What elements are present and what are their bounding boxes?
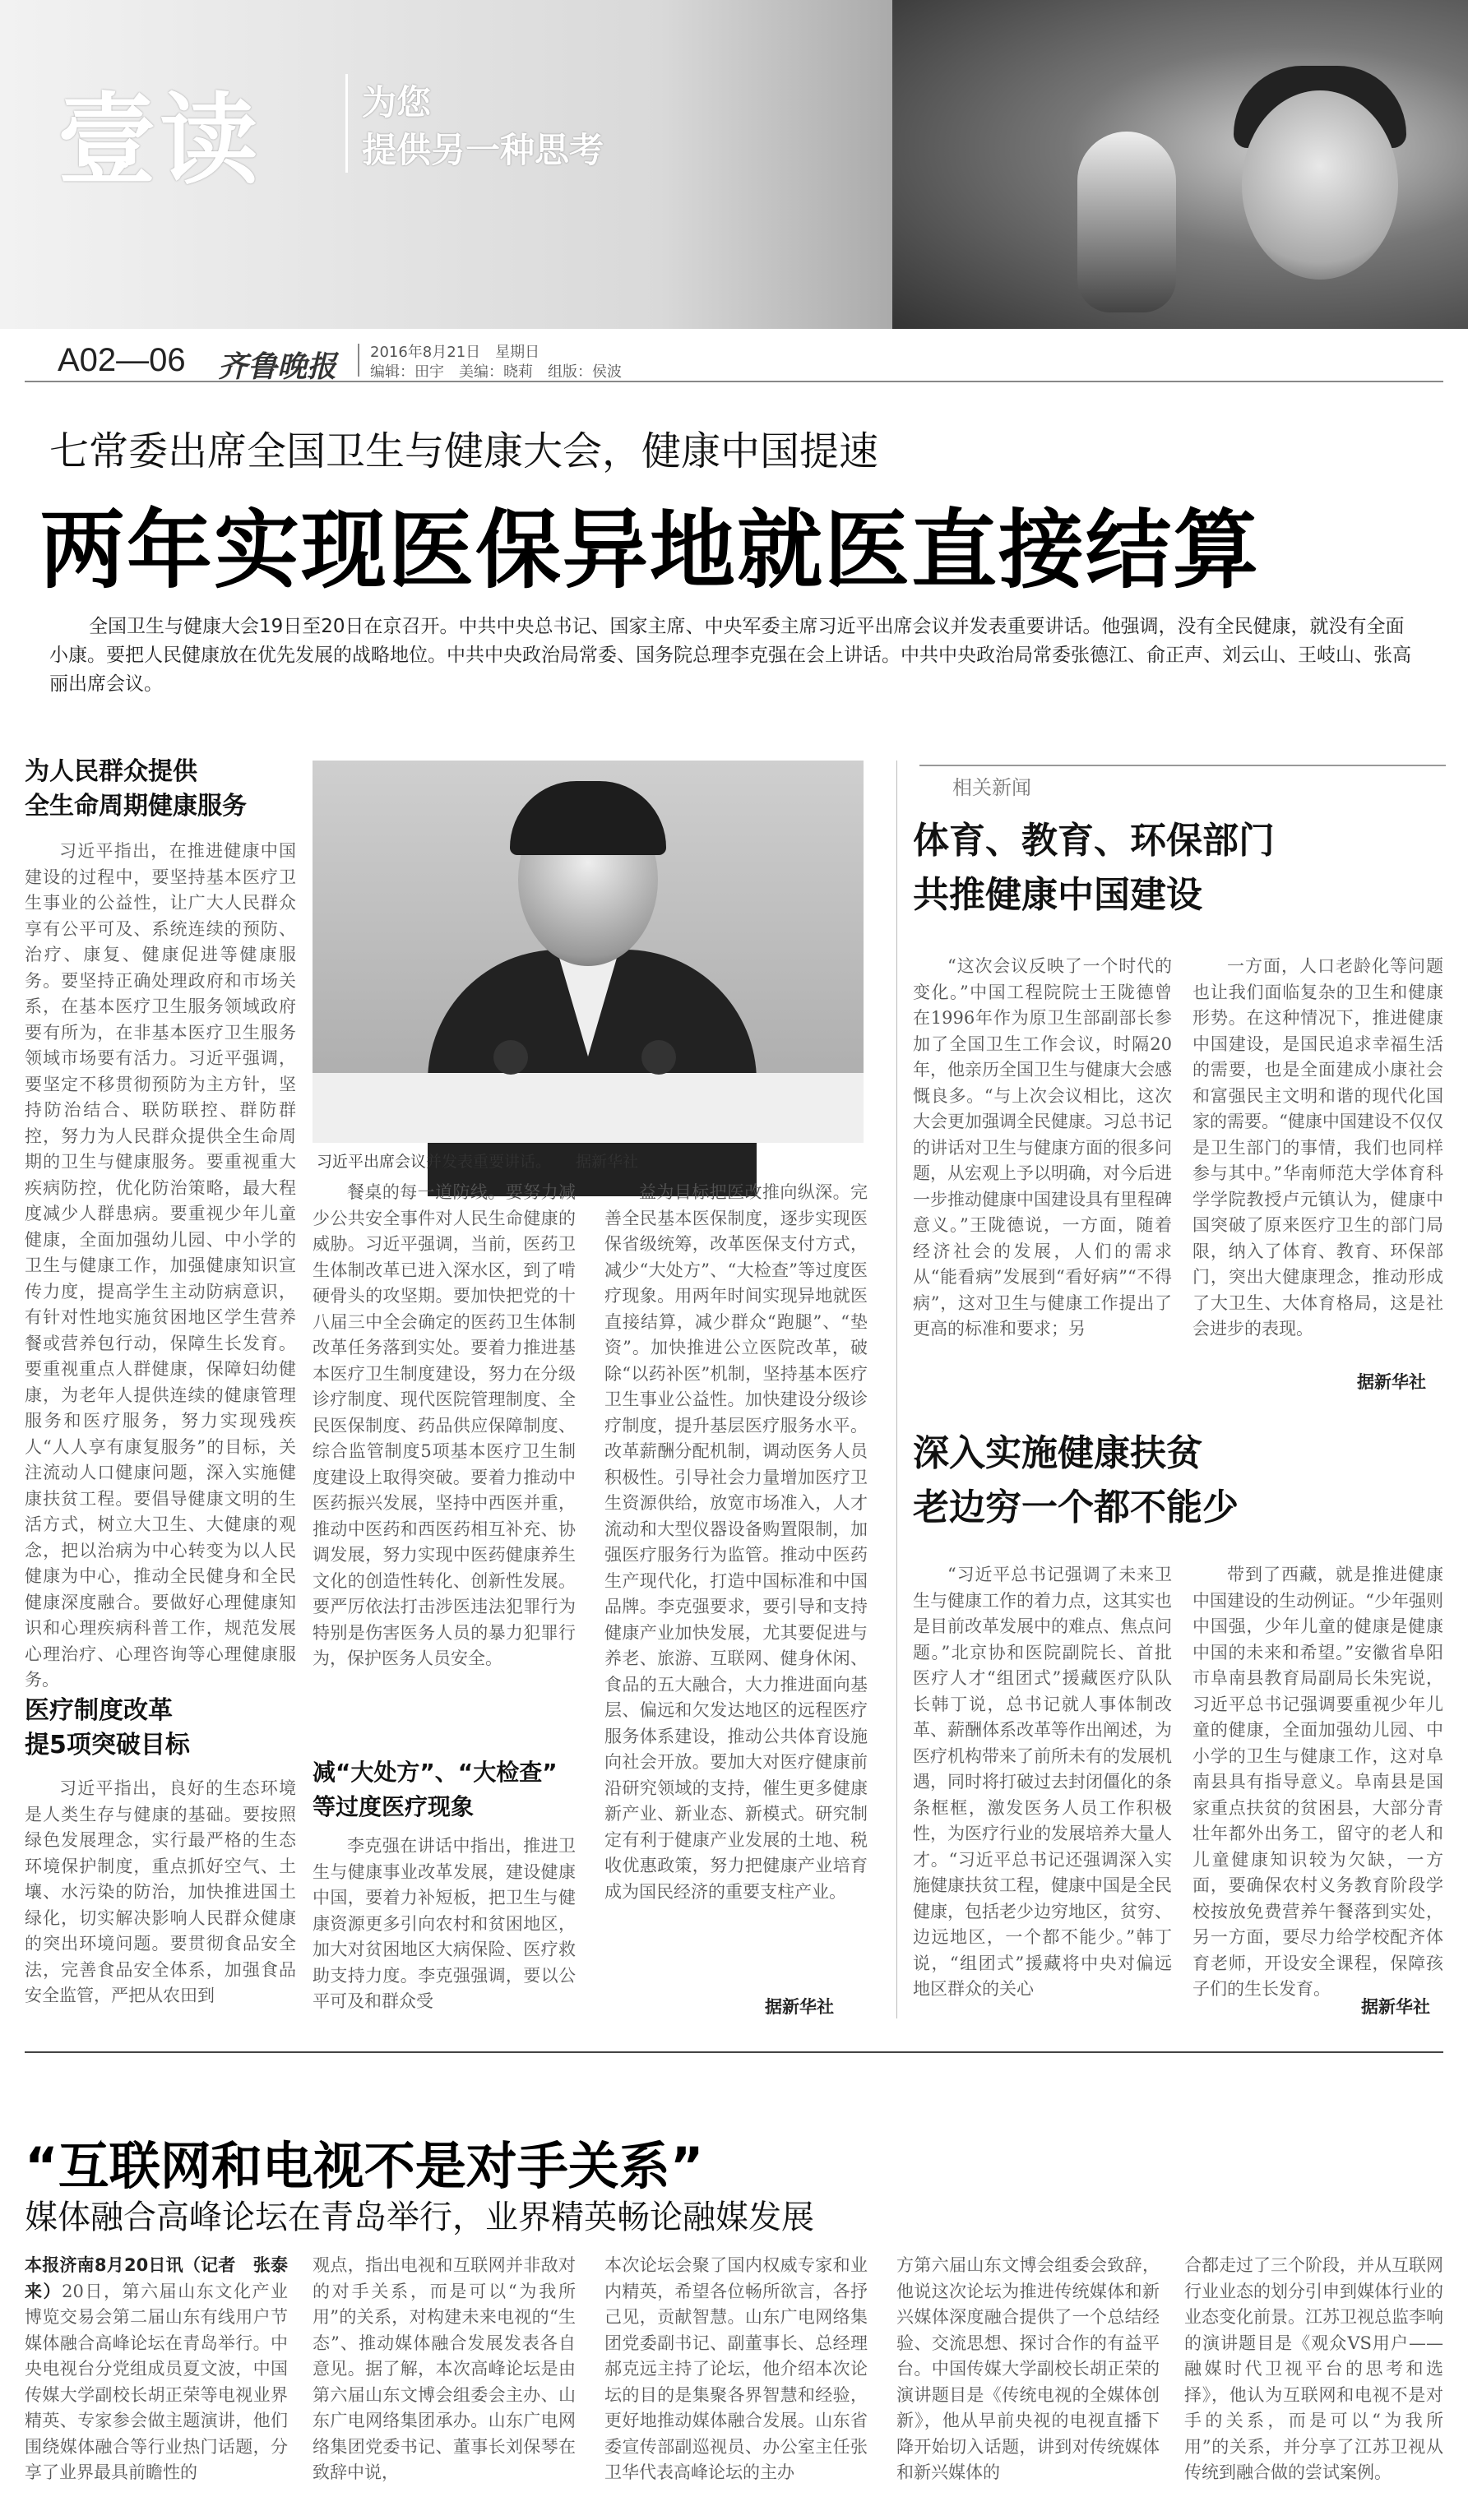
photo-credit: 据新华社: [576, 1153, 639, 1171]
bottom-col-2: 观点，指出电视和互联网并非敌对的对手关系，而是可以“为我所用”的关系，对构建未来电视的“生态”、推动媒体融合发展发表各自意见。据了解，本次高峰论坛是由第六届山东文博会组委会主办、山东广电网络集团承办。山东广电网络集团党委书记、董事长刘保琴在致辞中说，: [313, 2255, 576, 2482]
subhead-1: [25, 755, 296, 824]
bottom-col-5: 合都走过了三个阶段，并从互联网行业业态的划分引申到媒体行业的业态变化前景。江苏卫视总监李响的演讲题目是《观众VS用户——融媒时代卫视平台的思考和选择》，他认为互联网和电视不是对手的关系，而是可以“为我所用”的关系，并分享了江苏卫视从传统到融合做的尝试案例。: [1184, 2255, 1443, 2482]
banner-divider: [345, 74, 348, 173]
paper-name: 齐鲁晚报: [218, 349, 337, 384]
column-3-credit: 据新华社: [765, 1997, 834, 2017]
related-story-1-title-line-1: 体育、教育、环保部门: [913, 820, 1275, 862]
bottom-col-1: [25, 2253, 288, 2508]
bottom-lead: 本报济南8月20日讯（记者 张泰来）: [25, 2255, 288, 2301]
column-1b-text: 习近平指出，良好的生态环境是人类生存与健康的基础。要按照绿色发展理念，实行最严格的生态环境保护制度，重点抓好空气、土壤、水污染的防治，加快推进国土绿化，切实解决影响人民群众健康的突出环境问题。要贯彻食品安全法，完善食品安全体系，加强食品安全监管，严把从农田到: [25, 1778, 296, 2005]
related-story-2-title-line-1: 深入实施健康扶贫: [913, 1432, 1202, 1474]
masthead-divider: [358, 344, 359, 377]
editor-credits: 编辑：田宇 美编：晓莉 组版：侯波: [370, 363, 622, 381]
column-divider: [896, 761, 897, 2018]
related-story-2-col-1: “习近平总书记强调了未来卫生与健康工作的着力点，这其实也是目前改革发展中的难点、焦点问题。”北京协和医院副院长、首批医疗人才“组团式”援藏医疗队队长韩丁说，总书记就人事体制改革、薪酬体系改革等作出阐述，为医疗机构带来了前所未有的发展机遇，同时将打破过去封闭僵化的条条框框，激发医务人员工作积极性，为医疗行业的发展培养大量人才。“习近平总书记还强调深入实施健康扶贫工程，健康中国是全民健康，包括老少边穷地区，贫穷、边远地区，一个都不能少。”韩丁说，“组团式”援藏将中央对偏远地区群众的关心: [913, 1565, 1172, 1999]
section-logo: 壹读: [58, 84, 262, 198]
photo-caption-text: 习近平出席会议并发表重要讲话。: [317, 1153, 552, 1171]
speaker-hair: [510, 781, 666, 855]
related-story-2-credit: 据新华社: [1361, 1997, 1430, 2017]
issue-date: 2016年8月21日 星期日: [370, 344, 540, 361]
speech-photo: [313, 761, 864, 1143]
related-news-label: 相关新闻: [919, 765, 1446, 798]
related-story-1-title-line-2: 共推健康中国建设: [913, 874, 1202, 916]
related-story-2-title: [913, 1426, 1239, 1535]
subhead-2: [25, 1694, 296, 1763]
column-1-text: 习近平指出，在推进健康中国建设的过程中，要坚持基本医疗卫生事业的公益性，让广大人民群众享有公平可及、系统连续的预防、治疗、康复、健康促进等健康服务。要坚持正确处理政府和市场关系，在基本医疗卫生服务领域政府要有所为，在非基本医疗卫生服务领域市场要有活力。习近平强调，要坚定不移贯彻预防为主方针，坚持防治结合、联防联控、群防群控，努力为人民群众提供全生命周期的卫生与健康服务。要重视重大疾病防控，优化防治策略，最大程度减少人群患病。要重视少年儿童健康，全面加强幼儿园、中小学的卫生与健康工作，加强健康知识宣传力度，提高学生主动防病意识，有针对性地实施贫困地区学生营养餐或营养包行动，保障生长发育。要重视重点人群健康，保障妇幼健康，为老年人提供连续的健康管理服务和医疗服务，努力实现残疾人“人人享有康复服务”的目标，关注流动人口健康问题，深入实施健康扶贫工程。要倡导健康文明的生活方式，树立大卫生、大健康的观念，把以治病为中心转变为以人民健康为中心，推动全民健身和全民健康深度融合。要做好心理健康知识和心理疾病科普工作，规范发展心理治疗、心理咨询等心理健康服务。: [25, 841, 296, 1690]
bottom-subheadline: 媒体融合高峰论坛在青岛举行，业界精英畅论融媒发展: [25, 2199, 814, 2236]
subhead-1-line-1: 为人民群众提供: [25, 757, 197, 786]
bottom-headline: “互联网和电视不是对手关系”: [25, 2136, 704, 2196]
podium-desk: [313, 1073, 864, 1143]
subhead-2-line-2: 提5项突破目标: [25, 1731, 190, 1759]
related-story-2-title-line-2: 老边穷一个都不能少: [913, 1487, 1239, 1528]
bottom-col-3: 本次论坛会聚了国内权威专家和业内精英，希望各位畅所欲言，各抒己见，贡献智慧。山东广电网络集团党委副书记、副董事长、总经理郝克远主持了论坛，他介绍本次论坛的目的是集聚各界智慧和经验，更好地推动媒体融合发展。山东省委宣传部副巡视员、办公室主任张卫华代表高峰论坛的主办: [604, 2255, 868, 2482]
subhead-3-line-1: 减“大处方”、“大检查”: [313, 1759, 558, 1786]
subhead-1-line-2: 全生命周期健康服务: [25, 792, 247, 821]
related-story-1-title: [913, 814, 1275, 922]
bottom-col-1-text: 20日，第六届山东文化产业博览交易会第二届山东有线用户节媒体融合高峰论坛在青岛举行。中央电视台分党组成员夏文波，中国传媒大学副校长胡正荣等电视业界精英、专家参会做主题演讲，他们围绕媒体融合等行业热门话题，分享了业界最具前瞻性的: [25, 2281, 288, 2482]
banner-tagline-1: 为您: [362, 82, 432, 123]
banner-tagline-2: 提供另一种思考: [362, 130, 604, 170]
column-2b-text: 李克强在讲话中指出，推进卫生与健康事业改革发展，建设健康中国，要着力补短板，把卫生与健康资源更多引向农村和贫困地区，加大对贫困地区大病保险、医疗救助支持力度。李克强强调，要以公平可及和群众受: [313, 1836, 576, 2011]
section-divider: [25, 2051, 1443, 2053]
parrot-image: [1077, 132, 1176, 312]
main-kicker: 七常委出席全国卫生与健康大会，健康中国提速: [49, 428, 879, 474]
column-2-text: 餐桌的每一道防线。要努力减少公共安全事件对人民生命健康的威胁。习近平强调，当前，医药卫生体制改革已进入深水区，到了啃硬骨头的攻坚期。要加快把党的十八届三中全会确定的医药卫生体制改革任务落到实处。要着力推进基本医疗卫生制度建设，努力在分级诊疗制度、现代医院管理制度、全民医保制度、药品供应保障制度、综合监管制度5项基本医疗卫生制度建设上取得突破。要着力推动中医药振兴发展，坚持中西医并重，推动中医药和西医药相互补充、协调发展，努力实现中医药健康养生文化的创造性转化、创新性发展。要严厉依法打击涉医违法犯罪行为特别是伤害医务人员的暴力犯罪行为，保护医务人员安全。: [313, 1182, 576, 1668]
page-number: A02—06: [58, 342, 186, 378]
microphone-icon: [641, 1040, 676, 1075]
microphone-icon: [493, 1040, 528, 1075]
main-headline: 两年实现医保异地就医直接结算: [39, 500, 1261, 600]
related-story-1-col-1: “这次会议反映了一个时代的变化。”中国工程院院士王陇德曾在1996年作为原卫生部副部长参加了全国卫生工作会议，时隔20年，他亲历全国卫生与健康大会感慨良多。“与上次会议相比，这次大会更加强调全民健康。习总书记的讲话对卫生与健康方面的很多问题，从宏观上予以明确，对今后进一步推动健康中国建设具有里程碑意义。”王陇德说，一方面，随着经济社会的发展，人们的需求从“能看病”发展到“看好病”“不得病”，这对卫生与健康工作提出了更高的标准和要求；另: [913, 956, 1172, 1339]
top-banner: [0, 0, 1468, 329]
bottom-col-4: 方第六届山东文博会组委会致辞，他说这次论坛为推进传统媒体和新兴媒体深度融合提供了一个总结经验、交流思想、探讨合作的有益平台。中国传媒大学副校长胡正荣的演讲题目是《传统电视的全媒体创新》，他从早前央视的电视直播下降开始切入话题，讲到对传统媒体和新兴媒体的: [896, 2255, 1160, 2482]
main-lead: 全国卫生与健康大会19日至20日在京召开。中共中央总书记、国家主席、中央军委主席习近平出席会议并发表重要讲话。他强调，没有全民健康，就没有全面小康。要把人民健康放在优先发展的战略地位。中共中央政治局常委、国务院总理李克强在会上讲话。中共中央政治局常委张德江、俞正声、刘云山、王岐山、张高丽出席会议。: [49, 616, 1411, 695]
subhead-2-line-1: 医疗制度改革: [25, 1696, 173, 1725]
subhead-3-line-2: 等过度医疗现象: [313, 1793, 475, 1820]
photo-caption: [317, 1149, 868, 1172]
subhead-3: [313, 1755, 576, 1824]
boy-face-image: [1242, 90, 1398, 280]
related-story-2-col-2: 带到了西藏，就是推进健康中国建设的生动例证。“少年强则中国强，少年儿童的健康是健康中国的未来和希望。”安徽省阜阳市阜南县教育局副局长朱宪说，习近平总书记强调要重视少年儿童的健康，全面加强幼儿园、中小学的卫生与健康工作，这对阜南县具有指导意义。阜南县是国家重点扶贫的贫困县，大部分青壮年都外出务工，留守的老人和儿童健康知识较为欠缺，一方面，要确保农村义务教育阶段学校按放免费营养午餐落到实处，另一方面，要尽力给学校配齐体育老师，开设安全课程，保障孩子们的生长发育。: [1192, 1565, 1443, 1999]
column-3-text: 益为目标把医改推向纵深。完善全民基本医保制度，逐步实现医保省级统筹，改革医保支付方式，减少“大处方”、“大检查”等过度医疗现象。用两年时间实现异地就医直接结算，减少群众“跑腿”、“垫资”。加快推进公立医院改革，破除“以药补医”机制，坚持基本医疗卫生事业公益性。加快建设分级诊疗制度，提升基层医疗服务水平。改革薪酬分配机制，调动医务人员积极性。引导社会力量增加医疗卫生资源供给，放宽市场准入，人才流动和大型仪器设备购置限制，加强医疗服务行为监管。推动中医药生产现代化，打造中国标准和中国品牌。李克强要求，要引导和支持健康产业加快发展，尤其要促进与养老、旅游、互联网、健身休闲、食品的五大融合，大力推进面向基层、偏远和欠发达地区的远程医疗服务体系建设，推动公共体育设施向社会开放。要加大对医疗健康前沿研究领域的支持，催生更多健康新产业、新业态、新模式。研究制定有利于健康产业发展的土地、税收优惠政策，努力把健康产业培育成为国民经济的重要支柱产业。: [604, 1182, 868, 1902]
masthead: [25, 337, 1443, 382]
related-story-1-credit: 据新华社: [1357, 1372, 1426, 1392]
related-story-1-col-2: 一方面，人口老龄化等问题也让我们面临复杂的卫生和健康形势。在这种情况下，推进健康中国建设，是国民追求幸福生活的需要，也是全面建成小康社会和富强民主文明和谐的现代化国家的需要。“健康中国建设不仅仅是卫生部门的事情，我们也同样参与其中。”华南师范大学体育科学学院教授卢元镇认为，健康中国突破了原来医疗卫生的部门局限，纳入了体育、教育、环保部门，突出大健康理念，推动形成了大卫生、大体育格局，这是社会进步的表现。: [1192, 956, 1443, 1339]
